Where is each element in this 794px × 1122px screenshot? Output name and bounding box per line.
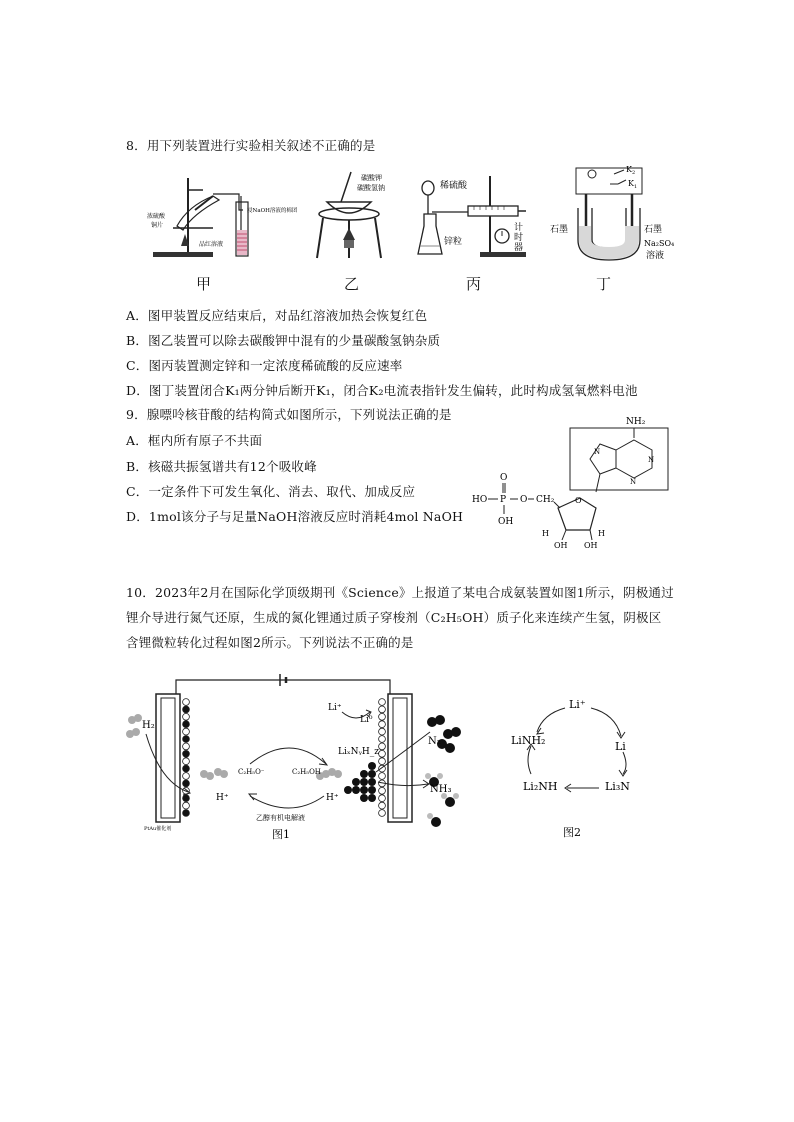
label-timer-3: 器 [514,243,524,253]
electrode-bead [379,750,386,757]
electrode-bead [379,736,386,743]
figure-2-lithium-cycle [505,690,655,840]
q8-stem: 8．用下列装置进行实验相关叙述不正确的是 [126,138,376,153]
cycle-node-li-ion: Li⁺ [569,698,586,711]
electrode-bead [183,810,190,817]
label-o-ether: O [520,495,528,505]
amp-structure [470,410,680,558]
label-copper: 铜片 [151,222,164,229]
label-p: P [500,495,507,505]
label-pinhong: 品红溶液 [199,241,224,248]
label-o-double: O [500,473,508,483]
q10-stem-line-1: 10．2023年2月在国际化学顶级期刊《Science》上报道了某电合成氨装置如图1所示，阴极通过 [126,585,674,600]
label-na2so4: Na₂SO₄ [644,239,675,248]
label-k2co3: 碳酸钾 [361,174,382,182]
label-acid: 浓硫酸 [147,213,166,220]
label-h-1: H [542,529,549,538]
label-liplus: Li⁺ [328,703,342,713]
label-catalyst: PtAu催化剂 [144,826,172,832]
label-nahco3: 碳酸氢钠 [357,184,385,192]
electrode-bead [183,773,190,780]
figure-1-electrosynthesis [120,672,470,842]
electrode-bead [183,765,190,772]
cycle-node-li3n: Li₃N [605,780,630,793]
label-c2h5o: C₂H₅O⁻ [238,768,265,776]
electrode-bead [379,758,386,765]
label-nh2: NH₂ [626,417,646,427]
label-dilute-acid: 稀硫酸 [440,181,468,191]
svg-text:N: N [648,456,655,464]
caption-yi: 乙 [344,275,360,293]
figure-1-caption: 图1 [272,828,290,841]
cycle-node-li: Li [615,740,626,753]
cycle-node-linh2: LiNH₂ [511,734,546,747]
svg-text:N: N [594,448,601,456]
q8-option-d: D．图丁装置闭合K₁两分钟后断开K₁，闭合K₂电流表指针发生偏转，此时构成氢氧燃料电池 [126,383,638,398]
q8-option-a: A．图甲装置反应结束后，对品红溶液加热会恢复红色 [126,308,428,323]
electrode-bead [379,802,386,809]
q9-option-a: A．框内所有原子不共面 [126,433,263,448]
electrode-bead [183,743,190,750]
label-zinc: 锌粒 [444,237,463,247]
label-h-2: H [598,529,605,538]
electrode-bead [183,758,190,765]
caption-ding: 丁 [596,275,612,293]
svg-text:O: O [575,496,582,505]
q9-option-b: B．核磁共振氢谱共有12个吸收峰 [126,459,317,474]
q9-option-c: C．一定条件下可发生氧化、消去、取代、加成反应 [126,484,416,499]
electrode-bead [379,795,386,802]
label-hplus-left: H⁺ [216,793,229,803]
electrode-bead [183,736,190,743]
label-oh-p: OH [498,517,514,527]
label-timer-1: 计 [514,223,524,233]
electrode-bead [183,706,190,713]
q9-stem: 9．腺嘌呤核苷酸的结构简式如图所示，下列说法正确的是 [126,407,452,422]
electrode-bead [379,810,386,817]
electrode-bead [183,750,190,757]
label-k2: $K_2$ [626,165,636,176]
electrode-bead [379,713,386,720]
caption-bing: 丙 [466,275,482,293]
apparatus-jia [143,166,303,266]
label-oh-1: OH [554,541,568,550]
q8-option-b: B．图乙装置可以除去碳酸钾中混有的少量碳酸氢钠杂质 [126,333,441,348]
apparatus-yi [313,166,413,266]
electrode-bead [183,795,190,802]
label-li0: Li⁰ [360,715,373,725]
electrode-bead [183,802,190,809]
label-ho: HO [472,495,488,505]
q8-option-c: C．图丙装置测定锌和一定浓度稀硫酸的反应速率 [126,358,403,373]
label-graphite-right: 石墨 [644,225,663,235]
apparatus-bing [410,166,540,266]
label-lixnyhz: LiₓNᵧH_z [338,747,380,757]
electrode-bead [183,699,190,706]
electrode-bead [183,728,190,735]
label-graphite-left: 石墨 [550,225,569,235]
label-c2h5oh: C₂H₅OH [292,768,321,776]
figure-2-caption: 图2 [563,826,581,839]
cycle-node-li2nh: Li₂NH [523,780,558,793]
label-electrolyte: 乙醇有机电解液 [256,814,305,822]
label-nh3: NH₃ [430,784,452,795]
label-naoh: 浸NaOH溶液的棉团 [247,208,298,214]
apparatus-ding [548,160,678,270]
q10-stem-line-2: 锂介导进行氮气还原，生成的氮化锂通过质子穿梭剂（C₂H₅OH）质子化来连续产生氢，阴极区 [126,610,662,625]
q9-option-d: D．1mol该分子与足量NaOH溶液反应时消耗4mol NaOH [126,509,464,524]
electrode-bead [379,728,386,735]
electrode-bead [379,699,386,706]
electrode-bead [379,773,386,780]
label-solution: 溶液 [646,251,665,261]
label-k1: $K_1$ [628,179,638,190]
label-timer-2: 时 [514,233,524,243]
electrode-bead [379,787,386,794]
electrode-bead [183,713,190,720]
electrode-bead [379,743,386,750]
svg-text:N: N [630,478,637,486]
label-oh-2: OH [584,541,598,550]
electrode-bead [183,780,190,787]
label-ch2: CH₂ [536,495,555,505]
label-n2: N₂ [428,736,441,747]
label-hplus-right: H⁺ [326,793,339,803]
electrode-bead [183,721,190,728]
caption-jia: 甲 [196,275,212,293]
label-h2: H₂ [142,720,155,731]
electrode-bead [379,706,386,713]
electrode-bead [379,721,386,728]
q10-stem-line-3: 含锂微粒转化过程如图2所示。下列说法不正确的是 [126,635,414,650]
